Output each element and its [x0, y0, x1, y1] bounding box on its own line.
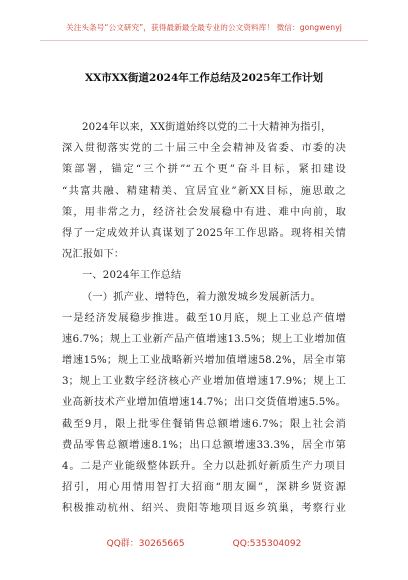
body-line: “共富共融、精建精美、宜居宜业”新XX目标，施思敢之: [62, 185, 346, 197]
body-line: 费品零售总额增速8.1%；出口总额增速33.3%，居全市第: [62, 439, 346, 451]
body-line: 增速15%；规上工业战略新兴增加值增速58.2%，居全市第: [62, 355, 346, 367]
header-promo-banner: 关注头条号“公文研究”，获得最新最全最专业的公文资料库！ 微信：gongwenyj: [66, 23, 342, 32]
body-line: 积极推动杭州、绍兴、贵阳等地项目返乡筑巢，考察行业: [62, 503, 346, 515]
body-line: 4。二是产业能级整体跃升。全力以赴抓好新质生产力项目: [62, 461, 346, 472]
body-line: 速6.7%；规上工业新产品产值增速13.5%；规上工业增加值: [62, 333, 346, 345]
body-line: 一是经济发展稳步推进。截至10月底，规上工业总产值增: [62, 312, 346, 324]
body-line: 3；规上工业数字经济核心产业增加值增速17.9%；规上工: [62, 376, 346, 388]
body-line: 得了一定成效并认真谋划了2025年工作思路。现将相关情: [62, 227, 346, 239]
body-line: 截至9月，限上批零住餐销售总额增速6.7%；限上社会消: [62, 418, 346, 430]
body-line: 招引，用心用情用智打大招商“朋友圈”，深耕乡贤资源: [62, 482, 346, 494]
body-line: 业高新技术产业增加值增速14.7%；出口交货值增速5.5%。: [62, 397, 346, 409]
document-body: [62, 117, 346, 520]
document-title: XX市XX街道2024年工作总结及2025年工作计划: [84, 72, 324, 84]
body-line: 深入贯彻落实党的二十届三中全会精神及省委、市委的决: [62, 143, 346, 155]
header-divider: [40, 40, 368, 41]
body-line: 策部署，锚定“三个拼”“五个更”奋斗目标，紧扣建设: [62, 164, 346, 176]
footer-qq-group: QQ群：30265665: [106, 539, 185, 549]
body-line: 2024年以来，XX街道始终以党的二十大精神为指引，: [82, 122, 332, 133]
footer-qq-number: QQ:535304092: [232, 539, 302, 549]
body-line: 策，用非常之力，经济社会发展稳中有进、难中向前，取: [62, 206, 346, 218]
body-line: 况汇报如下：: [62, 249, 125, 261]
subsection-heading: （一）抓产业、增特色，着力激发城乡发展新活力。: [82, 291, 321, 303]
section-heading: 一、2024年工作总结: [82, 270, 182, 282]
footer-contact: [0, 536, 408, 549]
